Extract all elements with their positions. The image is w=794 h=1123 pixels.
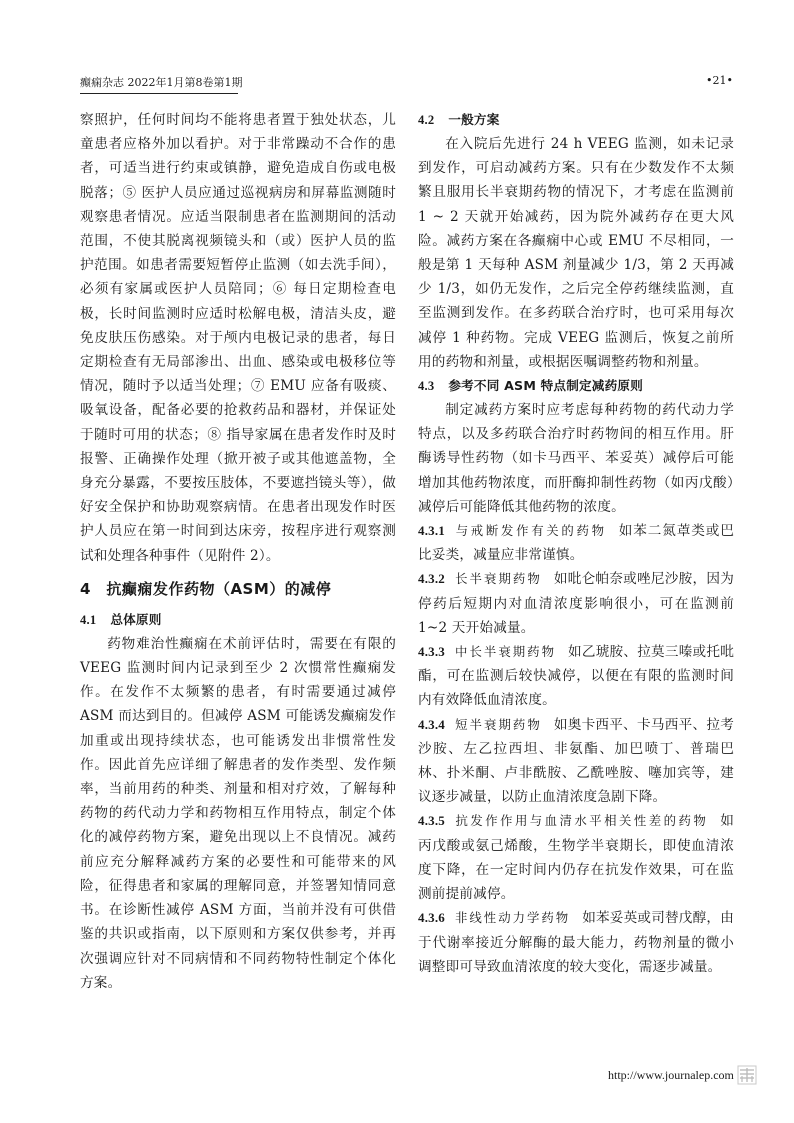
subsection-4-3-6 (418, 906, 734, 979)
subsection-4-3-2 (418, 567, 734, 640)
left-column (80, 108, 396, 995)
subsection-number: 4.3.4 (418, 716, 445, 732)
right-column (418, 108, 734, 979)
subsection-number: 4.3.5 (418, 813, 445, 829)
subsection-number: 4.3.6 (418, 910, 445, 926)
journal-seal-icon (737, 1065, 757, 1085)
subsection-number: 4.3.1 (418, 523, 445, 539)
running-head: 癫痫杂志 2022年1月第8卷第1期 (80, 74, 238, 94)
subsection-body: 如丙戊酸或氨己烯酸，生物学半衰期长，即使血清浓度下降，在一定时间内仍存在抗发作效果，可在监测前提前减停。 (418, 813, 734, 903)
subsection-body: 如奥卡西平、卡马西平、拉考沙胺、左乙拉西坦、非氨酯、加巴喷丁、普瑞巴林、扑米酮、卢非酰胺、乙酰唑胺、噻加宾等，建议逐步减量，以防止血清浓度急剧下降。 (418, 716, 735, 806)
section-4-heading: 4 抗癫痫发作药物（ASM）的减停 (80, 579, 332, 598)
subsection-4-3-5 (418, 809, 734, 906)
section-4-3-body: 制定减药方案时应考虑每种药物的药代动力学特点，以及多药联合治疗时药物间的相互作用。肝酶诱导性药物（如卡马西平、苯妥英）减停后可能增加其他药物浓度，而肝酶抑制性药物（如丙戊酸）减停后可能降低其他药物的浓度。 (418, 402, 734, 515)
subsection-title: 非线性动力学药物 (455, 910, 571, 926)
subsection-title: 中长半衰期药物 (455, 644, 557, 660)
subsection-body: 如吡仑帕奈或唑尼沙胺，因为停药后短期内对血清浓度影响很小，可在监测前 1~2 天开始减量。 (418, 571, 735, 636)
subsection-title: 抗发作作用与血清水平相关性差的药物 (455, 813, 709, 829)
subsection-4-3-3 (418, 640, 734, 713)
subsection-number: 4.3.2 (418, 571, 445, 587)
section-4-2-heading (418, 108, 734, 132)
subsection-body: 如苯妥英或司替戊醇，由于代谢率接近分解酶的最大能力，药物剂量的微小调整即可导致血清浓度的较大变化，需逐步减量。 (418, 910, 735, 975)
section-4-1-heading (80, 608, 396, 632)
section-4-3-heading (418, 374, 734, 398)
subsection-body: 如苯二氮䓬类或巴比妥类，减量应非常谨慎。 (418, 523, 735, 564)
subsection-body: 如乙琥胺、拉莫三嗪或托吡酯，可在监测后较快减停，以便在有限的监测时间内有效降低血清浓度。 (418, 644, 734, 709)
section-title: 总体原则 (110, 611, 162, 627)
section-number: 4.3 (418, 379, 435, 394)
paragraph-continued: 察照护，任何时间均不能将患者置于独处状态，儿童患者应格外加以看护。对于非常躁动不合作的患者，可适当进行约束或镇静，避免造成自伤或电极脱落；⑤ 医护人员应通过巡视病房和屏幕监测随时观察患者情况。应适当限制患者在监测期间的活动范围，不使其脱离视频镜头和（或）医护人员的监护范围。如患者需要短暂停止监测（如去洗手间），必须有家属或医护人员陪同；⑥ 每日定期检查电极，长时间监测时应适时松解电极，清洁头皮，避免皮肤压伤感染。对于颅内电极记录的患者，每日定期检查有无局部渗出、出血、感染或电极移位等情况，随时予以适当处理；⑦ EMU 应备有吸痰、吸氧设备，配备必要的抢救药品和器材，并保证处于随时可用的状态；⑧ 指导家属在患者发作时及时报警、正确操作处理（掀开被子或其他遮盖物，全身充分暴露，不要按压肢体，不要遮挡镜头等），做好安全保护和协助观察病情。在患者出现发作时医护人员应在第一时间到达床旁，按程序进行观察测试和处理各种事件（见附件 2）。 (80, 112, 396, 564)
subsection-4-3-1 (418, 519, 734, 567)
section-title: 一般方案 (448, 112, 500, 127)
section-4-1-body: 药物难治性癫痫在术前评估时，需要在有限的 VEEG 监测时间内记录到至少 2 次惯常性癫痫发作。在发作不太频繁的患者，有时需要通过减停 ASM 而达到目的。但减停 ASM 可能诱发癫痫发作加重或出现持续状态，也可能诱发出非惯常性发作。因此首先应详细了解患者的发作类型、发作频率，当前用药的种类、剂量和相对疗效，了解每种药物的药代动力学和药物相互作用特点，制定个体化的减停药物方案，避免出现以上不良情况。减药前应充分解释减药方案的必要性和可能带来的风险，征得患者和家属的理解同意，并签署知情同意书。在诊断性减停 ASM 方面，当前并没有可供借鉴的共识或指南，以下原则和方案仅供参考，并再次强调应针对不同病情和不同药物特性制定个体化方案。 (80, 635, 396, 991)
section-title: 参考不同 ASM 特点制定减药原则 (448, 378, 643, 394)
subsection-title: 短半衰期药物 (455, 716, 542, 732)
footer-url[interactable]: http://www.journalep.com (608, 1068, 734, 1082)
subsection-title: 与戒断发作有关的药物 (455, 523, 607, 539)
subsection-4-3-4 (418, 713, 734, 810)
section-number: 4.1 (80, 612, 97, 627)
section-number: 4.2 (418, 113, 435, 127)
subsection-title: 长半衰期药物 (455, 571, 542, 587)
section-4-2-body: 在入院后先进行 24 h VEEG 监测，如未记录到发作，可启动减药方案。只有在少数发作不太频繁且服用长半衰期药物的情况下，才考虑在监测前 1 ~ 2 天就开始减药，因为院外减药存在更大风险。减药方案在各癫痫中心或 EMU 不尽相同，一般是第 1 天每种 ASM 剂量减少 1/3，第 2 天再减少 1/3，如仍无发作，之后完全停药继续监测，直至监测到发作。在多药联合治疗时，也可采用每次减停 1 种药物。完成 VEEG 监测后，恢复之前所用的药物和剂量，或根据医嘱调整药物和剂量。 (418, 136, 734, 370)
subsection-number: 4.3.3 (418, 644, 445, 660)
page-number: •21• (706, 74, 733, 87)
